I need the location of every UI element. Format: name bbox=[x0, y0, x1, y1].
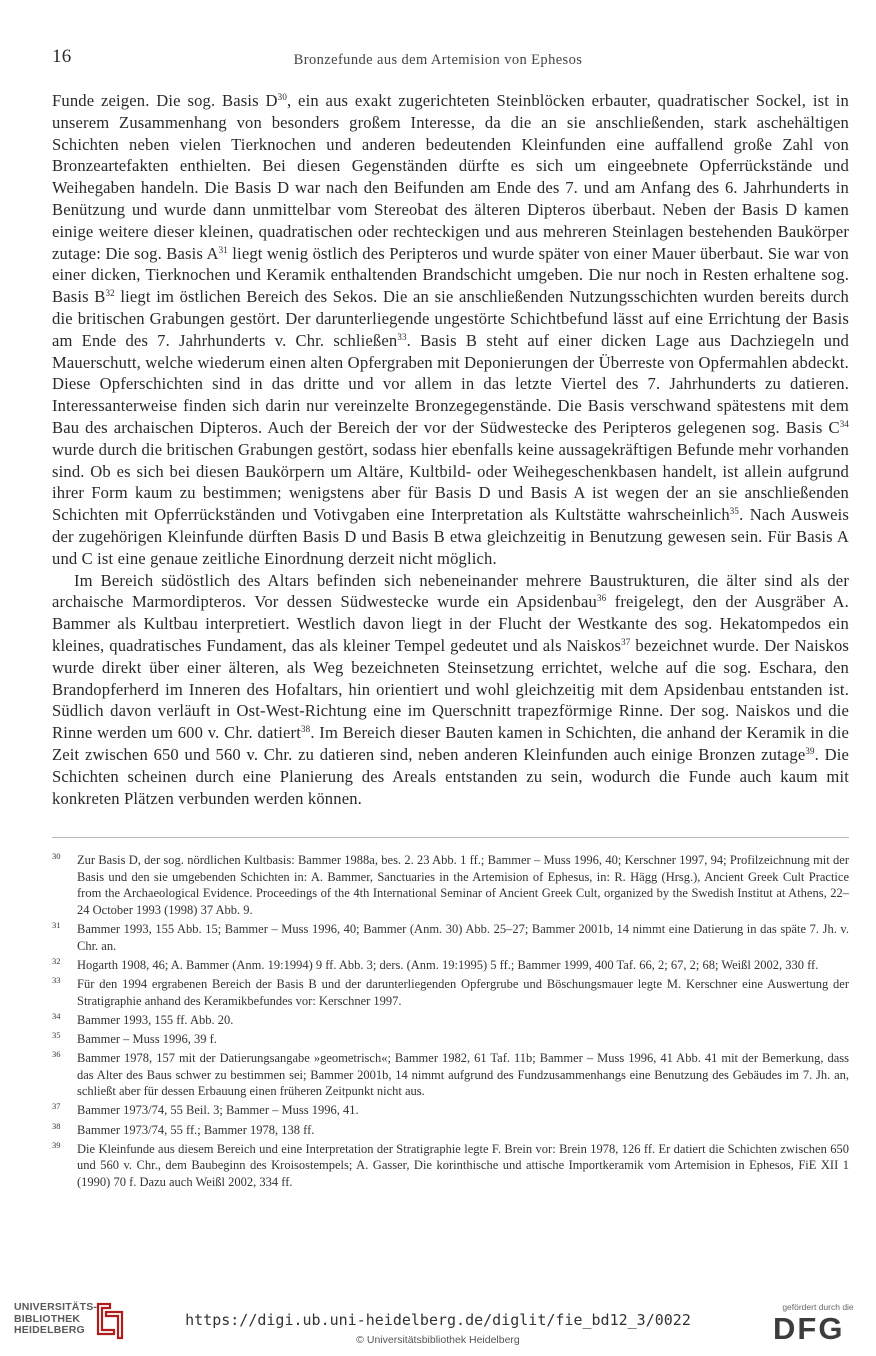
footnote-number: 32 bbox=[52, 955, 61, 966]
footnote-number: 30 bbox=[52, 851, 61, 861]
footnote-text: Die Kleinfunde aus diesem Bereich und eine Interpretation der Stratigraphie legte F. Brein vor: Brein 1978, 126 ff. Er datiert die Schichten zwischen 650 und 560 v. Chr., dem Baubeginn des Kroisostempels; A. Gasser, Die korinthische und attische Importkeramik vom Artemision in Ephesos, FiE XII 1 (1990) 70 f. Dazu auch Weißl 2002, 334 ff. bbox=[77, 1141, 849, 1190]
footnote-text: Für den 1994 ergrabenen Bereich der Basis B und der darunterliegenden Opfergrube und Böschungsmauer legte M. Kerschner eine Auswertung der Stratigraphie anhand des Keramikbefundes vor: Kerschner 1997. bbox=[77, 976, 849, 1008]
footnote-ref-33[interactable]: 33 bbox=[397, 331, 407, 342]
footnote-number: 35 bbox=[52, 1029, 61, 1040]
paragraph-1: Funde zeigen. Die sog. Basis $D^{30}$, ein aus exakt zugerichteten Steinblöcken erbauter, quadratischer Sockel, ist in unserem Zusammenhang von besonders großem Interesse, da die an sie anschließenden, stark aschehältigen Schichten neben vielen Tierknochen und anderen bedeutenden Kleinfunden eine auffallend große Zahl von Bronzeartefakten enthielten. Bei diesen Gegenständen dürfte es sich um eingeebnete Opferrückstände und Weihegaben handeln. Die Basis D war nach den Beifunden am Ende des 7. und am Anfang des 6. Jahrhunderts in Benützung und wurde dann unmittelbar vom Stereobat des älteren Dipteros überbaut. Neben der Basis D kamen einige weitere dieser kleinen, quadratischen oder rechteckigen und aus mehreren Steinlagen bestehenden Baukörper zutage: Die sog. Basis $A^{31}$ liegt wenig östlich des Peripteros und wurde später von einer Mauer überbaut. Sie war von einer dicken, Tierknochen und Keramik enthaltenden Brandschicht umgeben. Die nur noch in Resten erhaltene sog. Basis $B^{32}$ liegt im östlichen Bereich des Sekos. Die an sie anschließenden Nutzungsschichten wurden bereits durch die britischen Grabungen gestört. Der darunterliegende ungestörte Schichtbefund lässt auf eine Errichtung der Basis am Ende des 7. Jahrhunderts v. Chr. schließen$^{33}$. Basis B steht auf einer dicken Lage aus Dachziegeln und Mauerschutt, welche wiederum einen alten Opfergraben mit Deponierungen der Überreste von Opfermahlen abdeckt. Diese Opferschichten sind in das dritte und vor allem in das letzte Viertel des 7. Jahrhunderts zu datieren. Interessanterweise finden sich darin nur vereinzelte Bronzegegenstände. Die Basis verschwand spätestens mit dem Bau des archaischen Dipteros. Auch der Bereich der vor der Südwestecke des Peripteros gelegenen sog. Basis $C^{34}$ wurde durch die britischen Grabungen gestört, sodass hier ebenfalls keine aussagekräftigen Befunde mehr vorhanden sind. Ob es sich bei diesen Baukörpern um Altäre, Kultbild- oder Weihegeschenkbasen handelt, ist allein aufgrund ihrer Form kaum zu bestimmen; wenigstens aber für Basis D und Basis A ist wegen der an sie anschließenden Schichten mit Opferrückständen und Votivgaben eine Interpretation als Kultstätte wahrscheinlich$^{35}$. Nach Ausweis der zugehörigen Kleinfunde dürften Basis D und Basis B etwa gleichzeitig in Benutzung gewesen sein. Für Basis A und C ist eine genaue zeitliche Einordnung derzeit nicht möglich. bbox=[52, 91, 850, 568]
footnote bbox=[52, 852, 849, 918]
footnote bbox=[52, 1050, 849, 1100]
dfg-wordmark: DFG bbox=[773, 1311, 845, 1346]
footnote-number: 39 bbox=[52, 1139, 61, 1150]
footnote-ref-32[interactable]: 32 bbox=[105, 288, 115, 299]
footnote bbox=[52, 1012, 849, 1029]
running-head: Bronzefunde aus dem Artemision von Ephesos bbox=[293, 52, 583, 68]
footnote-number: 38 bbox=[52, 1120, 61, 1131]
footnote bbox=[52, 921, 849, 954]
footnote-ref-30[interactable]: 30 bbox=[277, 92, 287, 102]
ub-logo-text: UNIVERSITÄTS- BIBLIOTHEK HEIDELBERG bbox=[14, 1301, 98, 1336]
footnote bbox=[52, 1102, 849, 1119]
footnote-ref-39[interactable]: 39 bbox=[805, 745, 815, 756]
footnote-number: 34 bbox=[52, 1010, 61, 1021]
footnote-ref-35[interactable]: 35 bbox=[729, 506, 740, 517]
dfg-logo[interactable] bbox=[770, 1302, 866, 1346]
footnote bbox=[52, 1031, 849, 1048]
footnote-ref-31[interactable]: 31 bbox=[218, 244, 228, 255]
footnote-ref-34[interactable]: 34 bbox=[839, 418, 849, 429]
paragraph-2: Im Bereich südöstlich des Altars befinden sich nebeneinander mehrere Baustrukturen, die älter sind als der archaische Marmordipteros. Vor dessen Südwestecke wurde ein Apsidenbau$^{36}$ freigelegt, den der Ausgräber A. Bammer als Kultbau interpretiert. Westlich davon liegt in der Flucht der Westkante des sog. Hekatompedos ein kleines, quadratisches Fundament, das als kleiner Tempel gedeutet und als Naiskos$^{37}$ bezeichnet wurde. Der Naiskos wurde direkt über einer älteren, als Weg bezeichneten Steinsetzung errichtet, welche auf die sog. Eschara, den Brandopferherd im Inneren des Hofaltars, hin orientiert und wohl gleichzeitig mit dem Apsidenbau entstanden ist. Südlich davon verläuft in Ost-West-Richtung eine im Querschnitt trapezförmige Rinne. Der sog. Naiskos und die Rinne werden um 600 v. Chr. datiert$^{38}$. Im Bereich dieser Bauten kamen in Schichten, die anhand der Keramik in die Zeit zwischen 650 und 560 v. Chr. zu datieren sind, neben anderen Kleinfunden auch einige Bronzen zutage$^{39}$. Die Schichten scheinen durch eine Planierung des Areals entstanden zu sein, wodurch die Funde auch kaum mit konkreten Plätzen verbunden werden können. bbox=[52, 570, 849, 808]
footnote-ref-37[interactable]: 37 bbox=[621, 636, 631, 647]
main-text bbox=[52, 90, 849, 809]
footnote-number: 33 bbox=[52, 974, 61, 985]
footnote-text: Bammer 1978, 157 mit der Datierungsangabe »geometrisch«; Bammer 1982, 61 Taf. 11b; Bammer – Muss 1996, 41 Abb. 41 mit der Bemerkung, dass das Alter des Baus schwer zu bestimmen sei; Bammer 2001b, 14 nimmt aufgrund des Fundzusammenhangs eine Benutzung des Gebäudes im 7. Jh. an, schließt aber für dessen Erbauung einen früheren Zeitpunkt nicht aus. bbox=[77, 1051, 849, 1099]
footnote-number: 37 bbox=[52, 1101, 61, 1112]
footnote-text: Zur Basis D, der sog. nördlichen Kultbasis: Bammer 1988a, bes. 2. 23 Abb. 1 ff.; Bammer – Muss 1996, 40; Kerschner 1997, 94; Profilzeichnung mit der Basis und den sie umgebenden Schichten in: A. Bammer, Sanctuaries in the Artemision of Ephesus, in: R. Hägg (Hrsg.), Ancient Greek Cult Practice from the Archaeological Evidence. Proceedings of the 4th International Seminar of Ancient Greek Cult, organized by the Swedish Institut at Athens, 22–24 October 1993 (1998) 37 Abb. 9. bbox=[77, 853, 849, 917]
footnotes bbox=[52, 852, 849, 1193]
footnote-text: Bammer 1973/74, 55 Beil. 3; Bammer – Muss 1996, 41. bbox=[77, 1103, 359, 1118]
footnote-number: 36 bbox=[52, 1049, 61, 1060]
permalink-url[interactable]: https://digi.ub.uni-heidelberg.de/diglit/fie_bd12_3/0022 bbox=[185, 1311, 691, 1329]
footnote-text: Bammer 1973/74, 55 ff.; Bammer 1978, 138 ff. bbox=[77, 1122, 315, 1137]
footnote bbox=[52, 1122, 849, 1139]
copyright-notice: © Universitätsbibliothek Heidelberg bbox=[356, 1334, 520, 1346]
footnote bbox=[52, 957, 849, 974]
footnote-text: Bammer 1993, 155 Abb. 15; Bammer – Muss 1996, 40; Bammer (Anm. 30) Abb. 25–27; Bammer 2001b, 14 nimmt eine Datierung in das späte 7. Jh. v. Chr. an. bbox=[77, 921, 849, 953]
footnote-separator bbox=[52, 837, 849, 838]
page-number: 16 bbox=[52, 46, 72, 67]
footnote-text: Bammer – Muss 1996, 39 f. bbox=[77, 1031, 217, 1046]
footnote-ref-38[interactable]: 38 bbox=[301, 724, 311, 735]
footnote bbox=[52, 1141, 849, 1191]
footnote-text: Bammer 1993, 155 ff. Abb. 20. bbox=[77, 1012, 234, 1027]
footnote bbox=[52, 976, 849, 1009]
footnote-text: Hogarth 1908, 46; A. Bammer (Anm. 19:1994) 9 ff. Abb. 3; ders. (Anm. 19:1995) 5 ff.; Bammer 1999, 400 Taf. 66, 2; 67, 2; 68; Weißl 2002, 330 ff. bbox=[77, 957, 819, 972]
dfg-subtitle: gefördert durch die bbox=[782, 1302, 854, 1312]
footnote-number: 31 bbox=[52, 919, 61, 930]
footnote-ref-36[interactable]: 36 bbox=[596, 593, 607, 604]
